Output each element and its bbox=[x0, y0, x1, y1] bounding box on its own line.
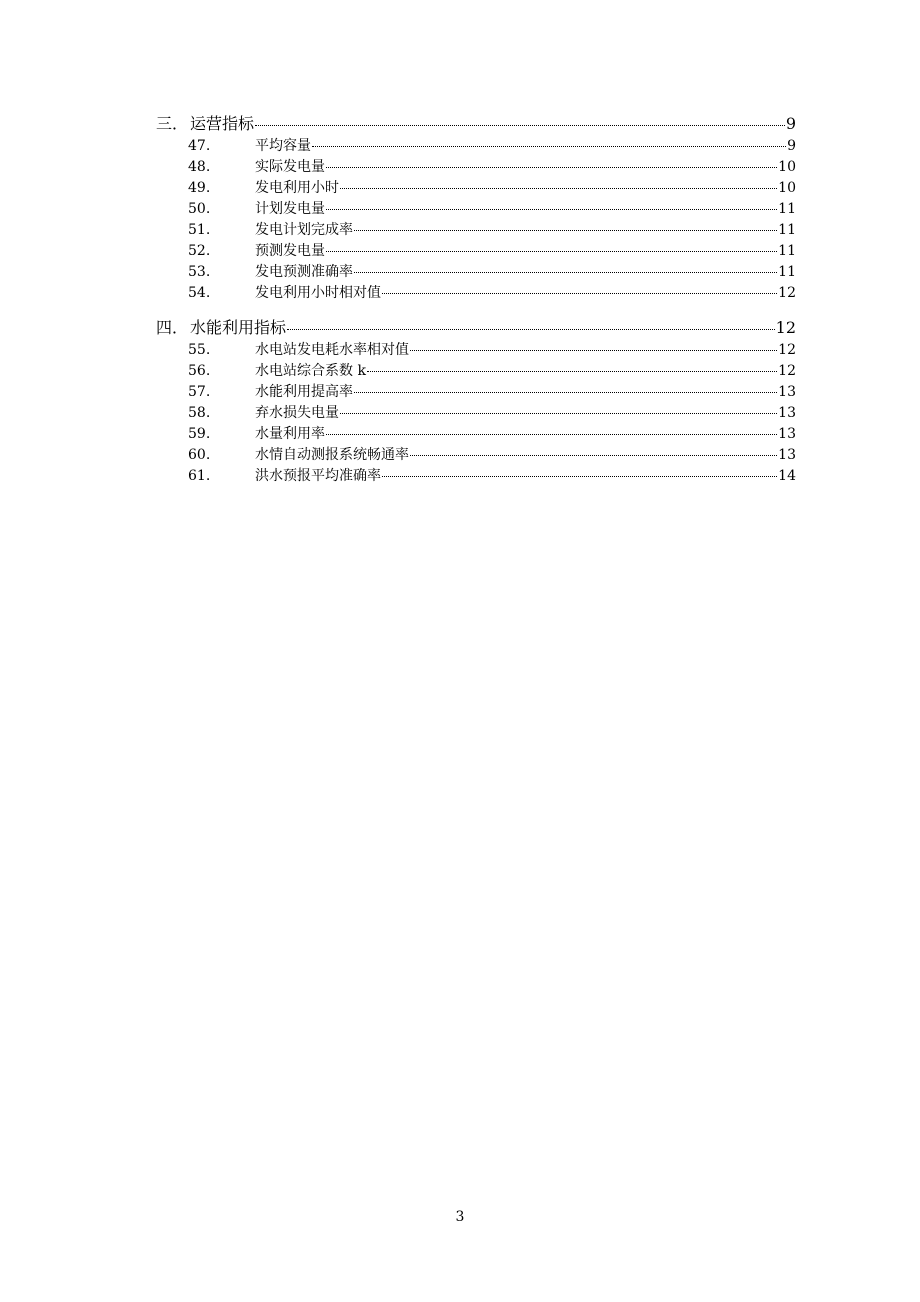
toc-entry[interactable] bbox=[156, 178, 796, 199]
table-of-contents bbox=[156, 112, 796, 487]
toc-entry-number: 50. bbox=[188, 201, 211, 217]
toc-heading-number: 四． bbox=[156, 318, 189, 337]
toc-entry-page: 11 bbox=[778, 201, 796, 217]
toc-dot-leader bbox=[340, 187, 777, 189]
toc-dot-leader bbox=[382, 475, 777, 477]
toc-dot-leader bbox=[354, 229, 777, 231]
toc-entry-title: 弃水损失电量 bbox=[255, 405, 339, 421]
toc-dot-leader bbox=[340, 412, 777, 414]
toc-entry[interactable] bbox=[156, 262, 796, 283]
toc-entry-page: 13 bbox=[778, 447, 796, 463]
toc-section bbox=[156, 316, 796, 487]
toc-heading-page: 12 bbox=[775, 318, 796, 337]
toc-entry-page: 13 bbox=[778, 405, 796, 421]
toc-entry-number: 49. bbox=[188, 180, 211, 196]
toc-entry-page: 12 bbox=[778, 363, 796, 379]
toc-entry-title: 预测发电量 bbox=[255, 243, 325, 259]
toc-dot-leader bbox=[326, 208, 777, 210]
toc-entry[interactable] bbox=[156, 403, 796, 424]
toc-entry[interactable] bbox=[156, 382, 796, 403]
toc-entry[interactable] bbox=[156, 424, 796, 445]
toc-entry[interactable] bbox=[156, 466, 796, 487]
toc-entry-page: 10 bbox=[778, 159, 796, 175]
toc-entry-page: 12 bbox=[778, 285, 796, 301]
toc-heading-entry[interactable] bbox=[156, 112, 796, 136]
toc-entry-number: 61. bbox=[188, 468, 211, 484]
toc-entry[interactable] bbox=[156, 283, 796, 304]
toc-entry-page: 13 bbox=[778, 426, 796, 442]
toc-entry-page: 10 bbox=[778, 180, 796, 196]
toc-entry-page: 9 bbox=[787, 138, 796, 154]
toc-dot-leader bbox=[354, 391, 777, 393]
toc-entry-number: 48. bbox=[188, 159, 211, 175]
toc-entry-title: 水量利用率 bbox=[255, 426, 325, 442]
toc-entry[interactable] bbox=[156, 445, 796, 466]
toc-entry-number: 59. bbox=[188, 426, 211, 442]
toc-entry[interactable] bbox=[156, 241, 796, 262]
toc-dot-leader bbox=[410, 454, 777, 456]
toc-entry[interactable] bbox=[156, 220, 796, 241]
toc-entry-number: 58. bbox=[188, 405, 211, 421]
toc-entry[interactable] bbox=[156, 157, 796, 178]
toc-heading-page: 9 bbox=[785, 114, 796, 133]
toc-entry-title: 实际发电量 bbox=[255, 159, 325, 175]
toc-dot-leader bbox=[382, 292, 777, 294]
toc-dot-leader bbox=[255, 124, 785, 126]
toc-heading-title: 运营指标 bbox=[190, 114, 255, 133]
toc-entry[interactable] bbox=[156, 361, 796, 382]
toc-entry-number: 54. bbox=[188, 285, 211, 301]
toc-entry-title: 洪水预报平均准确率 bbox=[255, 468, 381, 484]
toc-entry-title: 水能利用提高率 bbox=[255, 384, 353, 400]
toc-entry-title: 平均容量 bbox=[255, 138, 311, 154]
toc-entry-title: 发电预测准确率 bbox=[255, 264, 353, 280]
toc-entry-number: 52. bbox=[188, 243, 211, 259]
toc-dot-leader bbox=[410, 349, 777, 351]
toc-entry-title: 水电站发电耗水率相对值 bbox=[255, 342, 409, 358]
toc-entry[interactable] bbox=[156, 340, 796, 361]
toc-dot-leader bbox=[287, 328, 775, 330]
toc-heading-number: 三． bbox=[156, 114, 189, 133]
toc-dot-leader bbox=[367, 370, 777, 372]
page-number: 3 bbox=[455, 1209, 465, 1225]
toc-entry-page: 13 bbox=[778, 384, 796, 400]
toc-entry-title: 发电利用小时相对值 bbox=[255, 285, 381, 301]
toc-entry-page: 12 bbox=[778, 342, 796, 358]
toc-entry-number: 60. bbox=[188, 447, 211, 463]
toc-entry-page: 11 bbox=[778, 243, 796, 259]
toc-entry-title: 发电计划完成率 bbox=[255, 222, 353, 238]
toc-entry-number: 57. bbox=[188, 384, 211, 400]
toc-entry-page: 11 bbox=[778, 264, 796, 280]
toc-dot-leader bbox=[326, 166, 777, 168]
toc-entry-title: 发电利用小时 bbox=[255, 180, 339, 196]
toc-entry-number: 53. bbox=[188, 264, 211, 280]
toc-heading-entry[interactable] bbox=[156, 316, 796, 340]
toc-entry-title: 水电站综合系数 k bbox=[255, 363, 366, 379]
toc-section bbox=[156, 112, 796, 304]
toc-entry-number: 47. bbox=[188, 138, 211, 154]
toc-entry-title: 计划发电量 bbox=[255, 201, 325, 217]
toc-entry-page: 11 bbox=[778, 222, 796, 238]
toc-dot-leader bbox=[354, 271, 777, 273]
toc-dot-leader bbox=[326, 433, 777, 435]
toc-entry-number: 51. bbox=[188, 222, 211, 238]
toc-heading-title: 水能利用指标 bbox=[190, 318, 287, 337]
toc-entry-number: 55. bbox=[188, 342, 211, 358]
toc-entry-number: 56. bbox=[188, 363, 211, 379]
toc-dot-leader bbox=[312, 145, 786, 147]
toc-entry-title: 水情自动测报系统畅通率 bbox=[255, 447, 409, 463]
toc-entry[interactable] bbox=[156, 136, 796, 157]
toc-dot-leader bbox=[326, 250, 777, 252]
toc-entry-page: 14 bbox=[778, 468, 796, 484]
toc-entry[interactable] bbox=[156, 199, 796, 220]
